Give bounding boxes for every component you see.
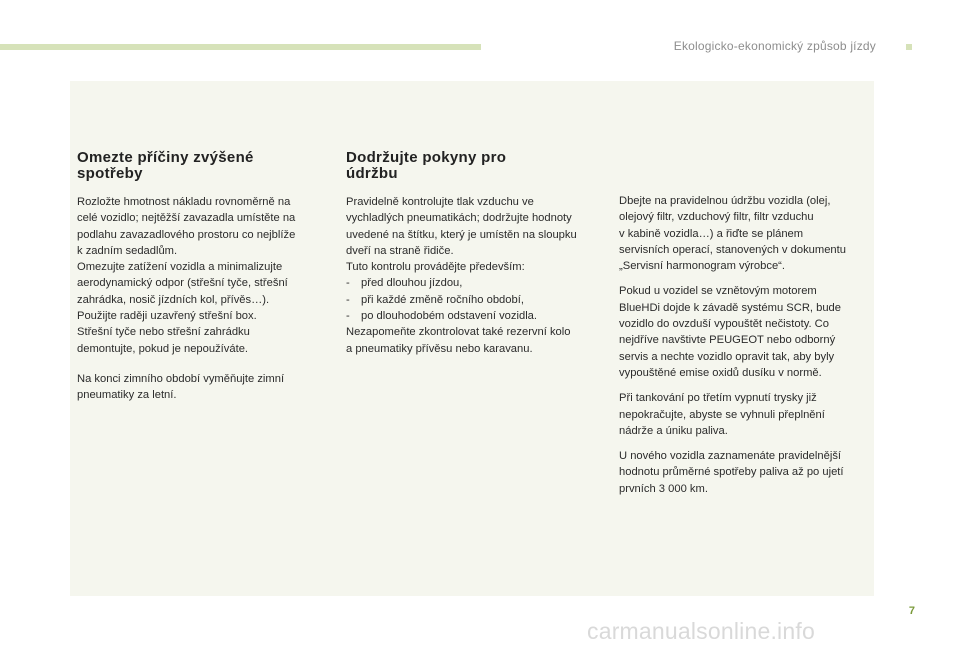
text-line: hodnotu průměrné spotřeby paliva až po ujetí [619,466,844,479]
paragraph [619,283,873,381]
text-line: dveří na straně řidiče. [346,244,454,257]
header-square-marker [906,44,912,50]
text-line: v kabině vozidla…) a řiďte se plánem [619,227,804,240]
text-line: Pokud u vozidel se vznětovým motorem [619,285,817,298]
column-middle [346,150,602,366]
text-line: Dbejte na pravidelnou údržbu vozidla (olej, [619,195,831,207]
column-right [619,193,873,506]
list-item-text: před dlouhou jízdou, [361,277,463,290]
text-line: uvedené na štítku, který je umístěn na sloupku [346,228,577,241]
text-line: pneumatiky za letní. [77,389,177,402]
text-line: Použijte raději uzavřený střešní box. [77,310,257,323]
header-accent-bar [0,44,481,50]
text-line: nejdříve navštivte PEUGEOT nebo odborný [619,334,836,347]
text-line: Při tankování po třetím vypnutí trysky již [619,392,817,405]
list-item-text: po dlouhodobém odstavení vozidla. [361,310,538,323]
paragraph [77,194,327,357]
list-item-text: při každé změně ročního období, [361,293,524,306]
text-line: BlueHDi dojde k závadě systému SCR, bude [619,301,841,314]
text-line: aerodynamický odpor (střešní tyče, střešní [77,277,288,290]
text-line: U nového vozidla zaznamenáte pravidelnější [619,450,842,463]
text-line: podlahu zavazadlového prostoru co nejblíže [77,228,296,241]
paragraph [346,194,602,275]
text-line: Rozložte hmotnost nákladu rovnoměrně na [77,196,291,208]
section-title-middle [346,150,602,182]
bullet-marker: - [346,277,350,290]
section-title-left [77,150,327,182]
bullet-list [346,275,602,324]
running-title: Ekologicko-ekonomický způsob jízdy [673,39,876,53]
text-line: demontujte, pokud je nepoužíváte. [77,342,249,355]
title-line: Dodržujte pokyny pro [346,149,507,166]
paragraph [619,390,873,439]
list-item [346,292,602,308]
text-line: Omezujte zatížení vozidla a minimalizujte [77,261,283,274]
text-line: Na konci zimního období vyměňujte zimní [77,372,285,385]
list-item [346,275,602,291]
watermark: carmanualsonline.info [587,618,815,644]
column-left [77,150,327,413]
bullet-marker: - [346,293,350,306]
paragraph [619,448,873,497]
text-line: olejový filtr, vzduchový filtr, filtr vzduchu [619,211,814,224]
text-line: zahrádka, nosič jízdních kol, přívěs…). [77,293,270,306]
text-line: prvních 3 000 km. [619,482,708,495]
text-line: Nezapomeňte zkontrolovat také rezervní kolo [346,326,571,339]
text-line: a pneumatiky přívěsu nebo karavanu. [346,342,533,355]
text-line: Tuto kontrolu provádějte především: [346,261,525,274]
paragraph [77,371,327,404]
text-line: servis a nechte vozidlo opravit tak, aby byly [619,350,835,363]
text-line: vypouštěné emise oxidů dusíku v normě. [619,366,822,379]
paragraph [346,324,602,357]
list-item [346,308,602,324]
bullet-marker: - [346,310,350,323]
text-line: „Servisní harmonogram výrobce“. [619,260,786,273]
title-line: údržbu [346,165,398,182]
text-line: vychladlých pneumatikách; dodržujte hodnoty [346,212,572,225]
title-line: Omezte příčiny zvýšené [77,149,254,166]
text-line: celé vozidlo; nejtěžší zavazadla umístěte na [77,212,296,225]
text-line: Pravidelně kontrolujte tlak vzduchu ve [346,196,534,208]
text-line: nepokračujte, abyste se vyhnuli přeplnění [619,408,825,421]
page-number: 7 [908,605,915,617]
text-line: nádrže a úniku paliva. [619,424,728,437]
title-line: spotřeby [77,165,143,182]
text-line: k zadním sedadlům. [77,244,178,257]
text-line: Střešní tyče nebo střešní zahrádku [77,326,250,339]
paragraph [619,193,873,274]
text-line: servisních operací, stanovených v dokumentu [619,243,846,256]
text-line: vozidlo do ovzduší vypouštět nečistoty. Co [619,318,829,331]
